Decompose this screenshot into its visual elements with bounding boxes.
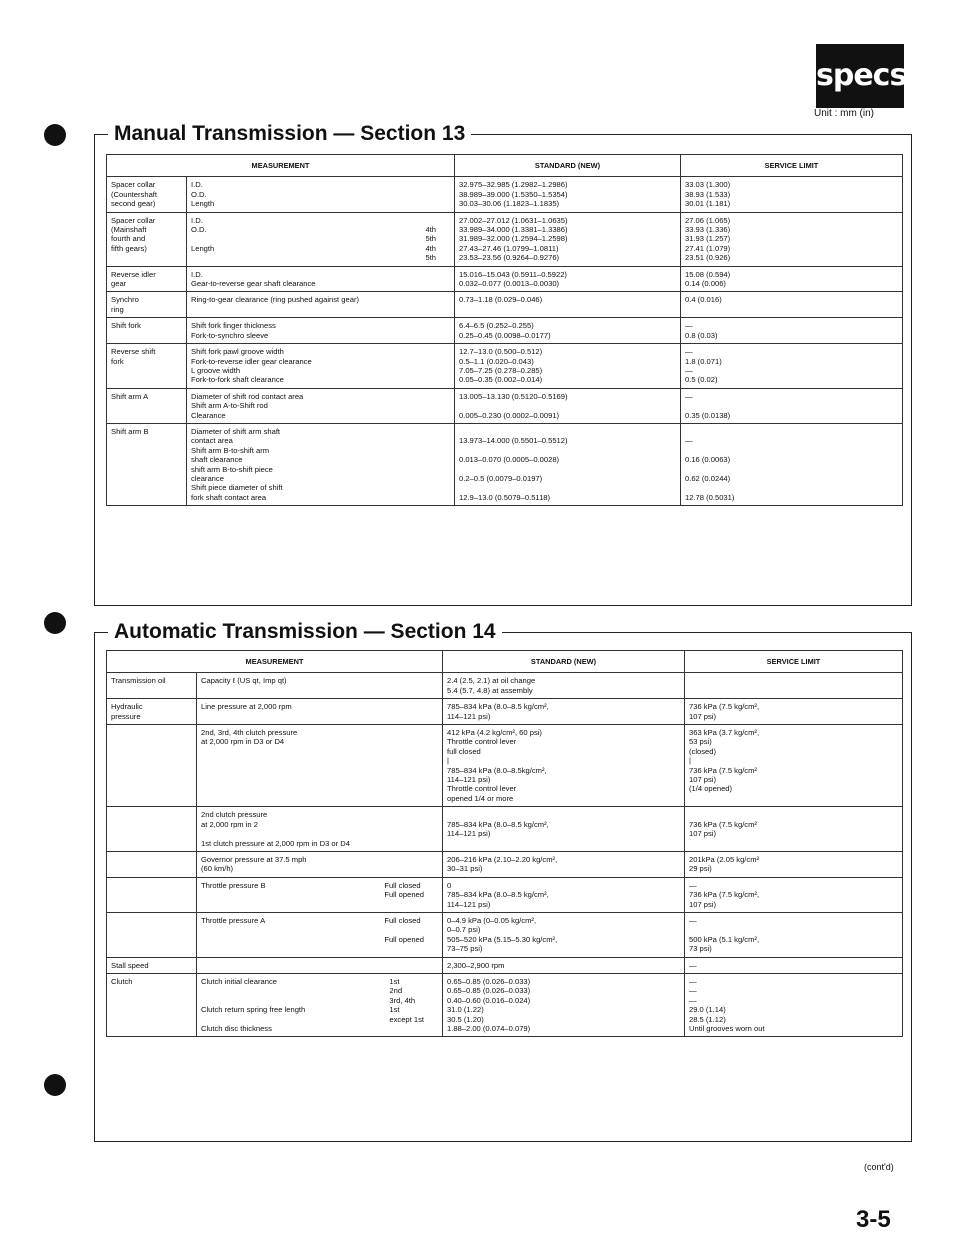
limit-cell bbox=[685, 673, 903, 699]
measurement-text: Clutch initial clearance Clutch return spring free length Clutch disc thickness bbox=[201, 976, 306, 1033]
measurement-cell bbox=[187, 212, 455, 266]
table-row bbox=[107, 699, 903, 725]
standard-cell bbox=[443, 673, 685, 699]
table-row bbox=[107, 318, 903, 344]
part-cell bbox=[107, 877, 197, 912]
measurement-cell bbox=[187, 344, 455, 389]
measurement-sub-text: 1st 2nd 3rd, 4th 1st except 1st bbox=[389, 976, 424, 1024]
standard-cell bbox=[443, 699, 685, 725]
part-cell-text: Clutch bbox=[111, 976, 133, 986]
part-cell bbox=[107, 673, 197, 699]
table-row bbox=[107, 292, 903, 318]
standard-cell-text: 15.016–15.043 (0.5911–0.5922) 0.032–0.077 (0.0013–0.0030) bbox=[459, 269, 567, 289]
part-cell bbox=[107, 699, 197, 725]
standard-cell bbox=[455, 292, 681, 318]
measurement-sub-text: 4th 5th 4th 5th bbox=[425, 225, 436, 263]
part-cell-text: Shift arm B bbox=[111, 426, 149, 436]
standard-cell-text: 412 kPa (4.2 kg/cm², 60 psi) Throttle control lever full closed | 785–834 kPa (8.0–8.5kg/cm², 114–121 psi) Throttle control lever opened 1/4 or more bbox=[447, 728, 547, 803]
part-cell-text: Reverse shift fork bbox=[111, 347, 156, 366]
limit-cell-text: — 0.8 (0.03) bbox=[685, 321, 718, 340]
part-cell-text: Shift arm A bbox=[111, 391, 149, 401]
measurement-cell bbox=[197, 725, 443, 807]
measurement-cell bbox=[187, 388, 455, 423]
limit-cell-text: — bbox=[689, 960, 697, 970]
measurement-cell-text: Governor pressure at 37.5 mph (60 km/h) bbox=[201, 854, 307, 874]
measurement-cell bbox=[197, 673, 443, 699]
standard-cell-text: 0 785–834 kPa (8.0–8.5 kg/cm², 114–121 psi) bbox=[447, 880, 549, 909]
limit-cell-text: 0.4 (0.016) bbox=[685, 295, 722, 305]
measurement-cell-text: Shift fork pawl groove width Fork-to-reverse idler gear clearance L groove width Fork-to-fork shaft clearance bbox=[191, 347, 312, 385]
part-cell bbox=[107, 266, 187, 292]
section-bullet-icon bbox=[44, 1074, 66, 1096]
limit-cell bbox=[681, 423, 903, 505]
part-cell bbox=[107, 807, 197, 852]
table-row bbox=[107, 673, 903, 699]
standard-cell-text: 2.4 (2.5, 2.1) at oil change 5.4 (5.7, 4.8) at assembly bbox=[447, 676, 536, 695]
limit-cell-text: 736 kPa (7.5 kg/cm², 107 psi) bbox=[689, 702, 760, 721]
part-cell bbox=[107, 212, 187, 266]
limit-cell bbox=[685, 957, 903, 973]
limit-cell bbox=[685, 699, 903, 725]
standard-cell bbox=[443, 973, 685, 1036]
standard-cell-text: 13.973–14.000 (0.5501–0.5512) 0.013–0.070 (0.0005–0.0028) 0.2–0.5 (0.0079–0.0197) 12.9–13.0 (0.5079–0.5118) bbox=[459, 436, 568, 502]
continued-label: (cont'd) bbox=[864, 1162, 894, 1172]
standard-cell-text: 6.4–6.5 (0.252–0.255) 0.25–0.45 (0.0098–0.0177) bbox=[459, 321, 551, 340]
measurement-text: Throttle pressure A bbox=[201, 915, 266, 925]
standard-cell bbox=[443, 912, 685, 957]
part-cell-text: Shift fork bbox=[111, 321, 141, 331]
part-cell bbox=[107, 851, 197, 877]
standard-cell bbox=[455, 318, 681, 344]
table-row bbox=[107, 807, 903, 852]
limit-cell bbox=[685, 973, 903, 1036]
part-cell bbox=[107, 423, 187, 505]
standard-cell bbox=[455, 177, 681, 212]
limit-cell-text: — 0.16 (0.0063) 0.62 (0.0244) 12.78 (0.5031) bbox=[685, 436, 735, 502]
measurement-cell bbox=[197, 973, 443, 1036]
part-cell bbox=[107, 973, 197, 1036]
part-cell-text: Reverse idler gear bbox=[111, 269, 156, 289]
table-row bbox=[107, 973, 903, 1036]
standard-cell bbox=[455, 344, 681, 389]
table-row bbox=[107, 423, 903, 505]
measurement-cell bbox=[197, 957, 443, 973]
measurement-cell-text: 2nd, 3rd, 4th clutch pressure at 2,000 rpm in D3 or D4 bbox=[201, 728, 298, 747]
manual-spec-table bbox=[106, 154, 903, 506]
page-number: 3-5 bbox=[856, 1206, 891, 1233]
standard-cell-text: 0–4.9 kPa (0–0.05 kg/cm², 0–0.7 psi) 505–520 kPa (5.15–5.30 kg/cm², 73–75 psi) bbox=[447, 915, 558, 954]
standard-cell-text: 32.975–32.985 (1.2982–1.2986) 38.989–39.000 (1.5350–1.5354) 30.03–30.06 (1.1823–1.1835) bbox=[459, 180, 568, 209]
limit-cell bbox=[685, 725, 903, 807]
unit-label: Unit : mm (in) bbox=[814, 108, 874, 119]
measurement-cell-text: Ring-to-gear clearance (ring pushed against gear) bbox=[191, 295, 360, 305]
part-cell bbox=[107, 292, 187, 318]
header-measurement: MEASUREMENT bbox=[107, 651, 443, 673]
table-row bbox=[107, 877, 903, 912]
table-row bbox=[107, 266, 903, 292]
standard-cell-text: 0.73–1.18 (0.029–0.046) bbox=[459, 295, 543, 305]
table-row bbox=[107, 388, 903, 423]
part-cell-text: Stall speed bbox=[111, 960, 149, 970]
manual-section-title: Manual Transmission — Section 13 bbox=[108, 122, 471, 146]
section-rule bbox=[506, 632, 910, 633]
specs-badge: specs bbox=[816, 44, 904, 108]
limit-cell bbox=[681, 266, 903, 292]
standard-cell bbox=[455, 423, 681, 505]
part-cell-text: Synchro ring bbox=[111, 295, 139, 314]
table-row bbox=[107, 725, 903, 807]
table-row bbox=[107, 212, 903, 266]
measurement-cell-text: Line pressure at 2,000 rpm bbox=[201, 702, 292, 712]
part-cell bbox=[107, 912, 197, 957]
limit-cell-text: — 1.8 (0.071) — 0.5 (0.02) bbox=[685, 347, 722, 385]
limit-cell-text: — 0.35 (0.0138) bbox=[685, 391, 731, 420]
standard-cell bbox=[455, 388, 681, 423]
limit-cell bbox=[685, 877, 903, 912]
standard-cell-text: 12.7–13.0 (0.500–0.512) 0.5–1.1 (0.020–0.043) 7.05–7.25 (0.278–0.285) 0.05–0.35 (0.002–0.014) bbox=[459, 347, 543, 385]
limit-cell bbox=[685, 851, 903, 877]
standard-cell bbox=[443, 851, 685, 877]
limit-cell-text: 15.08 (0.594) 0.14 (0.006) bbox=[685, 269, 731, 289]
measurement-cell bbox=[197, 699, 443, 725]
part-cell bbox=[107, 388, 187, 423]
part-cell bbox=[107, 318, 187, 344]
measurement-cell bbox=[187, 177, 455, 212]
measurement-sub-text: Full closed Full opened bbox=[384, 880, 424, 900]
measurement-cell-text: 2nd clutch pressure at 2,000 rpm in 2 1st clutch pressure at 2,000 rpm in D3 or D4 bbox=[201, 810, 350, 848]
measurement-cell-text: Diameter of shift arm shaft contact area Shift arm B-to-shift arm shaft clearance shift arm B-to-shift piece clearance Shift piece diameter of shift fork shaft contact area bbox=[191, 426, 283, 502]
limit-cell-text: — — — 29.0 (1.14) 28.5 (1.12) Until grooves worn out bbox=[689, 976, 765, 1033]
part-cell-text: Transmission oil bbox=[111, 676, 166, 686]
table-row bbox=[107, 912, 903, 957]
header-measurement: MEASUREMENT bbox=[107, 155, 455, 177]
limit-cell bbox=[681, 318, 903, 344]
header-standard: STANDARD (NEW) bbox=[443, 651, 685, 673]
measurement-cell bbox=[187, 292, 455, 318]
limit-cell-text: 27.06 (1.065) 33.93 (1.336) 31.93 (1.257) 27.41 (1.079) 23.51 (0.926) bbox=[685, 215, 731, 263]
automatic-section-title: Automatic Transmission — Section 14 bbox=[108, 620, 502, 644]
standard-cell-text: 206–216 kPa (2.10–2.20 kg/cm², 30–31 psi) bbox=[447, 854, 558, 874]
limit-cell-text: — 500 kPa (5.1 kg/cm², 73 psi) bbox=[689, 915, 760, 954]
limit-cell bbox=[681, 388, 903, 423]
standard-cell bbox=[455, 266, 681, 292]
part-cell-text: Spacer collar (Mainshaft fourth and fifth gears) bbox=[111, 215, 156, 253]
table-row bbox=[107, 851, 903, 877]
limit-cell bbox=[681, 212, 903, 266]
standard-cell bbox=[455, 212, 681, 266]
header-service-limit: SERVICE LIMIT bbox=[681, 155, 903, 177]
measurement-cell bbox=[197, 912, 443, 957]
measurement-cell-text: I.D. O.D. Length bbox=[191, 180, 215, 209]
part-cell bbox=[107, 957, 197, 973]
standard-cell bbox=[443, 725, 685, 807]
measurement-text: Throttle pressure B bbox=[201, 880, 266, 890]
limit-cell bbox=[685, 807, 903, 852]
part-cell-text: Hydraulic pressure bbox=[111, 702, 143, 721]
measurement-cell-text: I.D. Gear-to-reverse gear shaft clearance bbox=[191, 269, 316, 289]
section-bullet-icon bbox=[44, 124, 66, 146]
standard-cell-text: 13.005–13.130 (0.5120–0.5169) 0.005–0.230 (0.0002–0.0091) bbox=[459, 391, 568, 420]
measurement-cell-text: Diameter of shift rod contact area Shift arm A-to-Shift rod Clearance bbox=[191, 391, 304, 420]
measurement-cell bbox=[197, 851, 443, 877]
limit-cell-text: — 736 kPa (7.5 kg/cm², 107 psi) bbox=[689, 880, 760, 909]
measurement-cell bbox=[187, 266, 455, 292]
standard-cell-text: 785–834 kPa (8.0–8.5 kg/cm², 114–121 psi) bbox=[447, 819, 549, 839]
measurement-cell-text: Shift fork finger thickness Fork-to-synchro sleeve bbox=[191, 321, 276, 340]
limit-cell-text: 736 kPa (7.5 kg/cm² 107 psi) bbox=[689, 819, 757, 839]
standard-cell bbox=[443, 877, 685, 912]
section-rule bbox=[475, 134, 910, 135]
header-service-limit: SERVICE LIMIT bbox=[685, 651, 903, 673]
limit-cell bbox=[681, 177, 903, 212]
part-cell bbox=[107, 177, 187, 212]
measurement-cell-text: Capacity ℓ (US qt, Imp qt) bbox=[201, 676, 287, 686]
part-cell bbox=[107, 344, 187, 389]
table-row bbox=[107, 957, 903, 973]
measurement-cell bbox=[187, 318, 455, 344]
measurement-sub-text: Full closed Full opened bbox=[384, 915, 424, 944]
part-cell bbox=[107, 725, 197, 807]
limit-cell-text: 33.03 (1.300) 38.93 (1.533) 30.01 (1.181) bbox=[685, 180, 731, 209]
standard-cell bbox=[443, 957, 685, 973]
limit-cell-text: 363 kPa (3.7 kg/cm², 53 psi) (closed) | 736 kPa (7.5 kg/cm² 107 psi) (1/4 opened) bbox=[689, 728, 760, 794]
limit-cell bbox=[681, 344, 903, 389]
standard-cell-text: 785–834 kPa (8.0–8.5 kg/cm², 114–121 psi) bbox=[447, 702, 549, 721]
limit-cell bbox=[681, 292, 903, 318]
standard-cell bbox=[443, 807, 685, 852]
table-row bbox=[107, 344, 903, 389]
standard-cell-text: 0.65–0.85 (0.026–0.033) 0.65–0.85 (0.026–0.033) 0.40–0.60 (0.016–0.024) 31.0 (1.22) 30.5 (1.20) 1.88–2.00 (0.074–0.079) bbox=[447, 976, 531, 1033]
standard-cell-text: 27.002–27.012 (1.0631–1.0635) 33.989–34.000 (1.3381–1.3386) 31.989–32.000 (1.2594–1.2598) 27.43–27.46 (1.0799–1.0811) 23.53–23.56 (0.9264–0.9276) bbox=[459, 215, 568, 263]
limit-cell bbox=[685, 912, 903, 957]
table-row bbox=[107, 177, 903, 212]
standard-cell-text: 2,300–2,900 rpm bbox=[447, 960, 505, 970]
measurement-cell bbox=[197, 877, 443, 912]
section-bullet-icon bbox=[44, 612, 66, 634]
measurement-cell bbox=[197, 807, 443, 852]
part-cell-text: Spacer collar (Countershaft second gear) bbox=[111, 180, 158, 209]
limit-cell-text: 201kPa (2.05 kg/cm² 29 psi) bbox=[689, 854, 760, 874]
header-standard: STANDARD (NEW) bbox=[455, 155, 681, 177]
measurement-cell bbox=[187, 423, 455, 505]
measurement-text: I.D. O.D. Length bbox=[191, 215, 215, 253]
automatic-spec-table bbox=[106, 650, 903, 1037]
